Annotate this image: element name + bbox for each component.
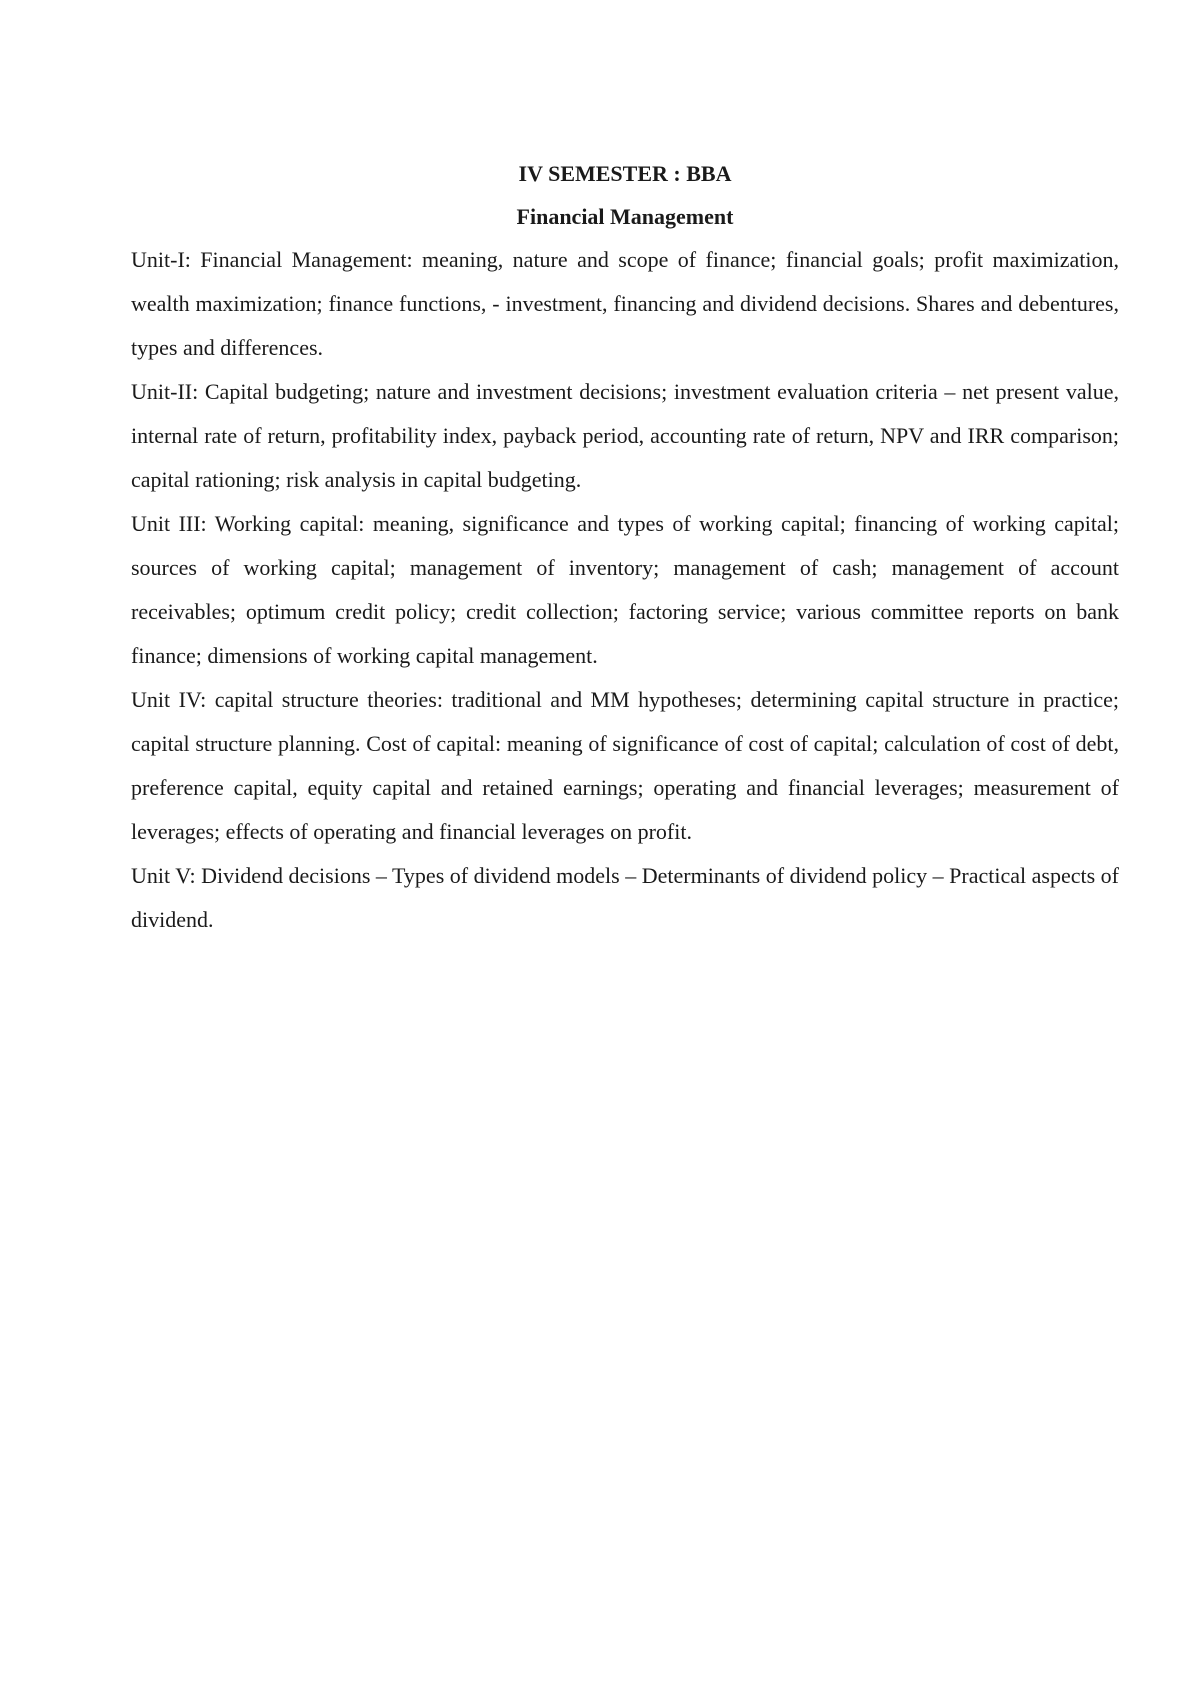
unit-4-paragraph: Unit IV: capital structure theories: traditional and MM hypotheses; determining capital structure in practice; capital structure planning. Cost of capital: meaning of significance of cost of capital; calculation of cost of debt, preference capital, equity capital and retained earnings; operating and financial leverages; measurement of leverages; effects of operating and financial leverages on profit. (131, 687, 1119, 844)
syllabus-content (131, 152, 1119, 942)
semester-heading: IV SEMESTER : BBA (518, 161, 732, 186)
subject-title: Financial Management (516, 204, 734, 229)
unit-1-paragraph: Unit-I: Financial Management: meaning, nature and scope of finance; financial goals; profit maximization, wealth maximization; finance functions, - investment, financing and dividend decisions. Shares and debentures, types and differences. (131, 247, 1119, 360)
unit-2-paragraph: Unit-II: Capital budgeting; nature and investment decisions; investment evaluation criteria – net present value, internal rate of return, profitability index, payback period, accounting rate of return, NPV and IRR comparison; capital rationing; risk analysis in capital budgeting. (131, 379, 1119, 492)
unit-5-paragraph: Unit V: Dividend decisions – Types of dividend models – Determinants of dividend policy – Practical aspects of dividend. (131, 863, 1119, 932)
unit-3-paragraph: Unit III: Working capital: meaning, significance and types of working capital; financing of working capital; sources of working capital; management of inventory; management of cash; management of account receivables; optimum credit policy; credit collection; factoring service; various committee reports on bank finance; dimensions of working capital management. (131, 511, 1119, 668)
